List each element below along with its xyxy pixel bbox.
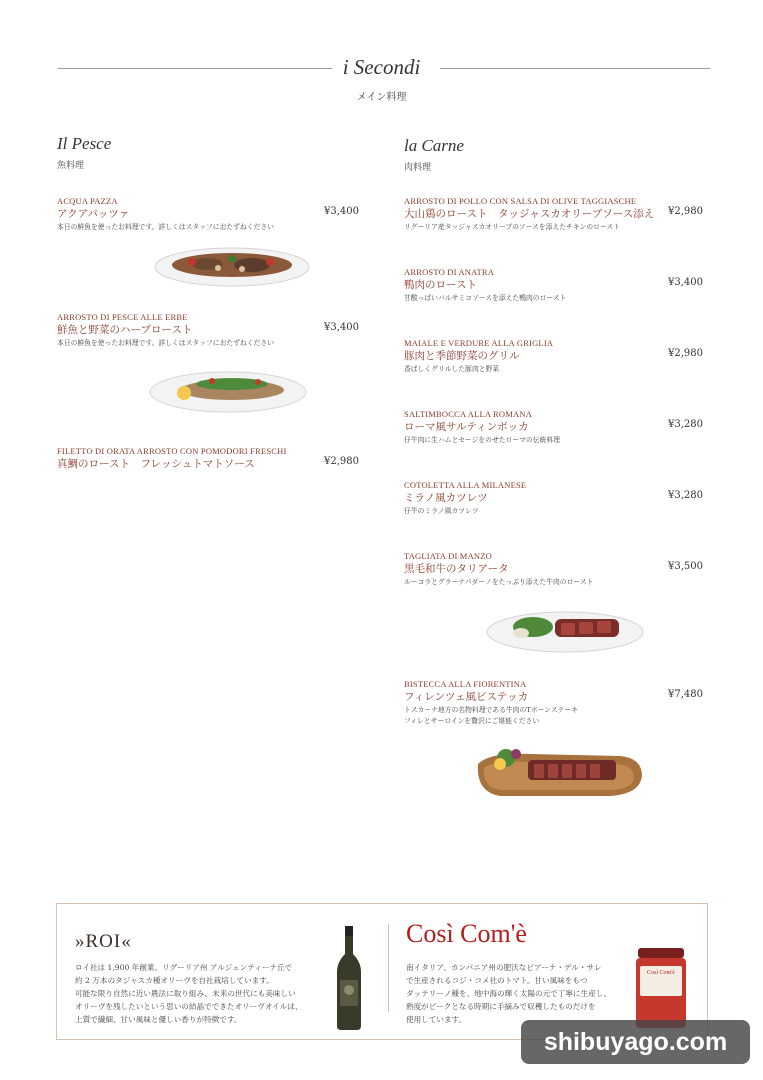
site-watermark: shibuyago.com <box>521 1020 750 1064</box>
roi-line: 約 2 万本のタジャスカ種オリーヴを自社栽培しています。 <box>75 976 274 985</box>
cosi-come-logo: Così Com'è <box>406 919 527 948</box>
item-italian-name: ACQUA PAZZA <box>57 196 118 206</box>
fish-section-subtitle: 魚料理 <box>57 161 85 171</box>
cosi-description <box>406 961 611 1026</box>
roi-logo: »ROI« <box>75 931 132 952</box>
roi-line: 可能な限り自然に近い農法に取り組み、未来の世代にも美味しい <box>75 989 296 998</box>
menu-item-maiale-e-verdure <box>404 338 703 375</box>
item-description: 仔牛のミラノ風カツレツ <box>404 507 479 515</box>
tagliata-photo <box>485 603 647 655</box>
meat-section-subtitle: 肉料理 <box>404 163 432 173</box>
item-japanese-name: 豚肉と季節野菜のグリル <box>404 350 520 362</box>
item-price: ¥2,980 <box>668 348 703 359</box>
item-price: ¥2,980 <box>668 206 703 217</box>
cosi-line: で生産されるコジ・コメ社のトマト。甘い風味をもつ <box>406 976 588 985</box>
jar-label: Così Com'è <box>647 970 675 976</box>
roi-line: オリーヴを残したいという思いの結晶でできたオリーヴオイルは、 <box>75 1002 303 1011</box>
item-price: ¥3,400 <box>324 322 359 333</box>
page-title: i Secondi <box>342 55 421 79</box>
fish-section-title: Il Pesce <box>57 134 112 153</box>
menu-item-arrosto-di-pesce <box>57 312 360 349</box>
menu-item-saltimbocca <box>404 409 703 446</box>
item-price: ¥3,500 <box>668 561 703 572</box>
item-italian-name: MAIALE E VERDURE ALLA GRIGLIA <box>404 338 554 348</box>
item-description: 香ばしくグリルした豚肉と野菜 <box>404 365 500 373</box>
item-description-line-2: フィレとサーロインを贅沢にご堪能ください <box>404 717 540 725</box>
menu-item-acqua-pazza <box>57 196 360 233</box>
item-price: ¥3,280 <box>668 419 703 430</box>
menu-item-arrosto-di-anatra <box>404 267 703 304</box>
item-italian-name: SALTIMBOCCA ALLA ROMANA <box>404 409 533 419</box>
cosi-line: 南イタリア、カンパニア州の肥沃なピアーナ・デル・サレ <box>406 963 602 972</box>
menu-item-cotoletta <box>404 480 703 517</box>
item-japanese-name: アクアパッツァ <box>57 208 130 220</box>
banner-divider <box>388 924 389 1012</box>
item-description: リグーリア産タッジャスカオリーブのソースを添えたチキンのロースト <box>404 223 621 231</box>
item-description: 本日の鮮魚を使ったお料理です。詳しくはスタッフにおたずねください <box>57 339 274 347</box>
item-japanese-name: 黒毛和牛のタリアータ <box>404 563 509 575</box>
item-price: ¥3,280 <box>668 490 703 501</box>
item-description: トスカーナ地方の名物料理である牛肉のTボーンステーキ <box>404 706 578 714</box>
cosi-line: 使用しています。 <box>406 1015 467 1024</box>
item-japanese-name: 鮮魚と野菜のハーブロースト <box>57 324 193 336</box>
roi-line: ロイ社は 1,900 年創業、リグーリア州 アルジェンティーナ丘で <box>75 963 293 972</box>
herb-roast-fish-photo <box>148 360 310 416</box>
item-italian-name: TAGLIATA DI MANZO <box>404 551 492 561</box>
item-price: ¥3,400 <box>324 206 359 217</box>
item-japanese-name: ローマ風サルティンボッカ <box>404 421 529 433</box>
item-price: ¥3,400 <box>668 277 703 288</box>
item-japanese-name: フィレンツェ風ビステッカ <box>404 691 529 703</box>
tomato-jar <box>636 948 686 1028</box>
item-italian-name: FILETTO DI ORATA ARROSTO CON POMODORI FRESCHI <box>57 446 287 456</box>
item-italian-name: ARROSTO DI POLLO CON SALSA DI OLIVE TAGGIASCHE <box>404 196 637 206</box>
menu-item-tagliata <box>404 551 703 588</box>
item-price: ¥2,980 <box>324 456 359 467</box>
item-price: ¥7,480 <box>668 689 703 700</box>
item-italian-name: ARROSTO DI PESCE ALLE ERBE <box>57 312 188 322</box>
menu-item-filetto-di-orata <box>57 446 360 471</box>
item-japanese-name: ミラノ風カツレツ <box>404 492 488 504</box>
item-description: 甘酸っぱいバルサミコソースを添えた鴨肉のロースト <box>404 294 567 302</box>
roi-description <box>75 961 302 1026</box>
item-description: ルーコラとグラーナパダーノをたっぷり添えた牛肉のロースト <box>404 578 594 586</box>
roi-line: 上質で繊細、甘い風味と優しい香りが特徴です。 <box>75 1015 242 1024</box>
item-italian-name: ARROSTO DI ANATRA <box>404 267 495 277</box>
item-japanese-name: 鴨肉のロースト <box>404 279 477 291</box>
page-subtitle: メイン料理 <box>356 92 407 103</box>
item-italian-name: BISTECCA ALLA FIORENTINA <box>404 679 527 689</box>
item-japanese-name: 真鯛のロースト フレッシュトマトソース <box>57 458 255 470</box>
meat-section-title: la Carne <box>404 136 464 155</box>
item-japanese-name: 大山鶏のロースト タッジャスカオリーブソース添え <box>404 208 655 220</box>
bistecca-photo <box>470 734 646 800</box>
item-description: 本日の鮮魚を使ったお料理です。詳しくはスタッフにおたずねください <box>57 223 274 231</box>
cosi-line: ダッテリーノ種を、地中海の輝く太陽の元で丁寧に生産し、 <box>406 989 611 998</box>
olive-oil-bottle <box>333 924 365 1032</box>
item-italian-name: COTOLETTA ALLA MILANESE <box>404 480 527 490</box>
menu-item-bistecca <box>404 679 703 727</box>
acqua-pazza-photo <box>152 240 312 290</box>
menu-item-arrosto-di-pollo <box>404 196 703 233</box>
cosi-line: 熟度がピークとなる時期に手摘みで収穫したものだけを <box>406 1002 596 1011</box>
item-description: 仔牛肉に生ハムとセージをのせたローマの伝統料理 <box>404 436 560 444</box>
